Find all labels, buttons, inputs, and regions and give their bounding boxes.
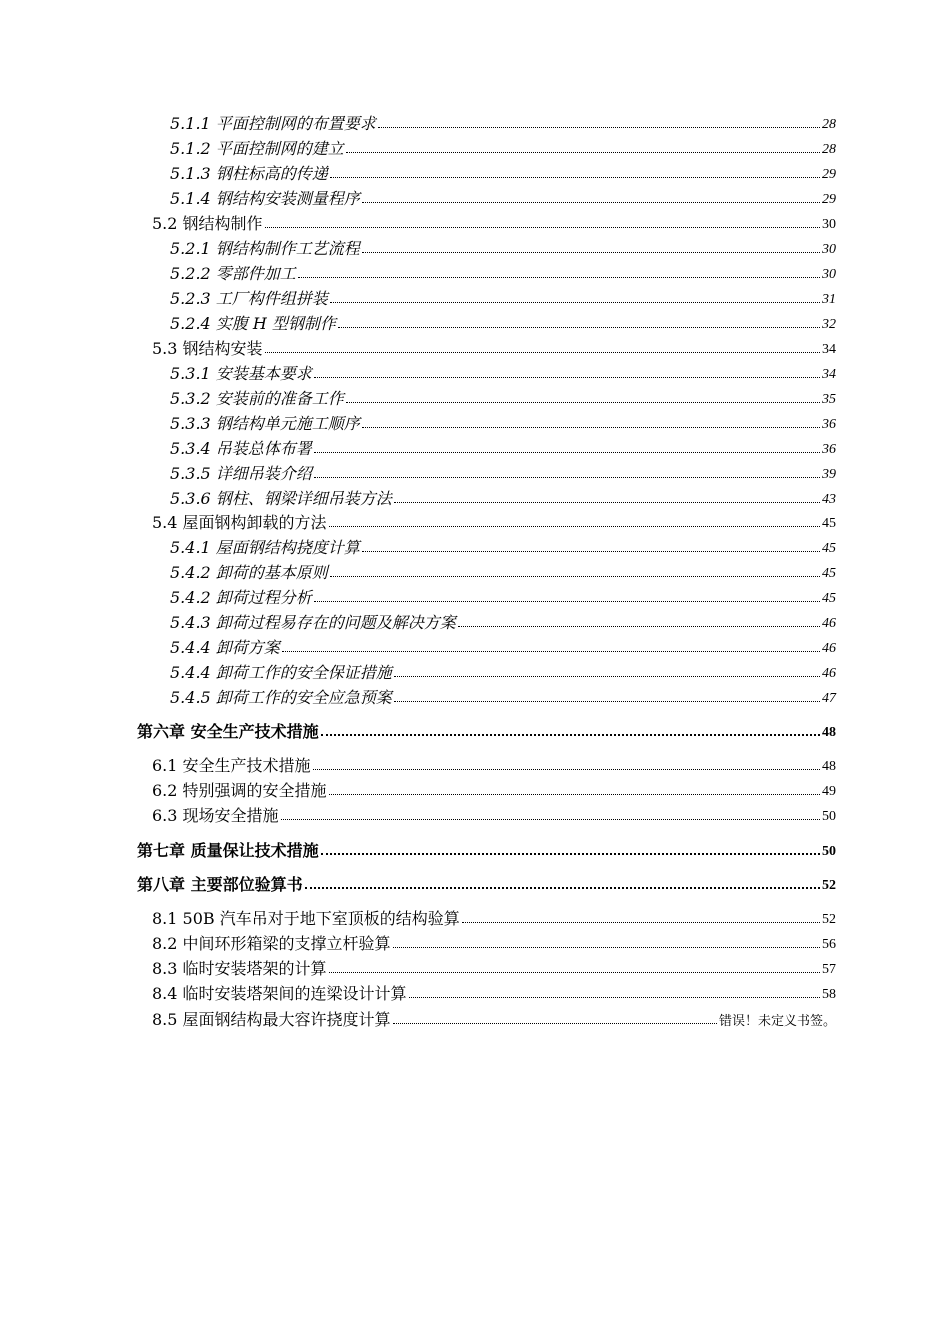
toc-entry-title: 8.5 屋面钢结构最大容许挠度计算 [152,1010,391,1029]
dot-leader [393,1023,717,1024]
toc-entry-page: 29 [822,192,836,207]
toc-entry-page: 39 [822,467,836,482]
toc-entry-page: 48 [822,725,836,740]
dot-leader [329,526,820,527]
toc-entry[interactable] [170,690,836,706]
toc-entry[interactable] [152,986,836,1002]
toc-entry-page: 34 [822,342,836,357]
toc-entry-page: 49 [822,784,836,799]
dot-leader [314,377,820,378]
dot-leader [314,601,820,602]
toc-entry-page: 35 [822,392,836,407]
dot-leader [362,202,820,203]
toc-entry-page: 46 [822,666,836,681]
dot-leader [313,769,820,770]
toc-entry-page: 30 [822,242,836,257]
toc-entry-page: 45 [822,541,836,556]
dot-leader [281,819,820,820]
toc-entry[interactable] [152,216,836,232]
toc-entry-page: 58 [822,987,836,1002]
toc-entry-page: 50 [822,844,836,859]
toc-entry-title: 5.4.4 卸荷方案 [170,638,280,657]
toc-entry-title: 8.2 中间环形箱梁的支撑立杆验算 [152,934,391,953]
toc-entry-page: 32 [822,317,836,332]
toc-entry-page: 50 [822,809,836,824]
dot-leader [346,152,820,153]
toc-entry-title: 8.4 临时安装塔架间的连梁设计计算 [152,984,407,1003]
toc-entry[interactable] [170,416,836,432]
toc-entry-title: 5.1.2 平面控制网的建立 [170,139,344,158]
toc-entry-title: 5.1.1 平面控制网的布置要求 [170,114,376,133]
toc-entry-title: 5.3 钢结构安装 [152,339,263,358]
toc-entry-title: 8.3 临时安装塔架的计算 [152,959,327,978]
toc-entry[interactable] [170,116,836,132]
toc-entry[interactable] [170,266,836,282]
toc-entry[interactable] [170,366,836,382]
dot-leader [298,277,820,278]
toc-entry[interactable] [152,808,836,824]
dot-leader [314,477,820,478]
dot-leader [314,452,820,453]
toc-entry-title: 5.4.2 卸荷过程分析 [170,588,312,607]
dot-leader [393,947,820,948]
toc-entry[interactable] [152,936,836,952]
toc-entry[interactable] [170,141,836,157]
toc-entry-page: 43 [822,492,836,507]
toc-entry-title: 5.4.4 卸荷工作的安全保证措施 [170,663,392,682]
toc-entry-title: 5.2.3 工厂构件组拼装 [170,289,328,308]
toc-entry-page: 52 [822,878,836,893]
toc-entry[interactable] [152,515,836,531]
toc-entry-title: 5.3.2 安装前的准备工作 [170,389,344,408]
toc-entry-title: 5.4.5 卸荷工作的安全应急预案 [170,688,392,707]
toc-entry-page: 28 [822,142,836,157]
toc-entry-page: 46 [822,641,836,656]
dot-leader [462,922,820,923]
dot-leader [265,227,820,228]
toc-entry[interactable] [152,758,836,774]
dot-leader [394,701,820,702]
toc-entry-page: 52 [822,912,836,927]
toc-entry[interactable] [170,640,836,656]
toc-entry-title: 5.2.1 钢结构制作工艺流程 [170,239,360,258]
dot-leader [282,651,820,652]
toc-entry[interactable] [152,341,836,357]
toc-entry[interactable] [170,441,836,457]
toc-entry-title: 第八章 主要部位验算书 [137,875,303,894]
toc-entry[interactable] [152,911,836,927]
toc-entry[interactable] [170,491,836,507]
toc-entry-title: 第七章 质量保让技术措施 [137,841,319,860]
toc-entry-page: 30 [822,267,836,282]
toc-entry[interactable] [152,961,836,977]
dot-leader [329,972,820,973]
toc-entry-page: 45 [822,591,836,606]
toc-entry-title: 6.1 安全生产技术措施 [152,756,311,775]
dot-leader [378,127,820,128]
toc-entry[interactable] [170,391,836,407]
dot-leader [394,502,820,503]
toc-entry[interactable] [170,665,836,681]
toc-entry-title: 5.4 屋面钢构卸载的方法 [152,513,327,532]
toc-entry-page: 47 [822,691,836,706]
toc-entry-title: 5.4.1 屋面钢结构挠度计算 [170,538,360,557]
dot-leader [409,997,820,998]
toc-entry-page: 31 [822,292,836,307]
toc-entry-page: 48 [822,759,836,774]
toc-entry-title: 6.2 特别强调的安全措施 [152,781,327,800]
toc-entry-title: 5.3.1 安装基本要求 [170,364,312,383]
toc-entry[interactable] [170,166,836,182]
dot-leader [330,302,820,303]
toc-entry-title: 5.2.2 零部件加工 [170,264,296,283]
toc-entry-page: 28 [822,117,836,132]
dot-leader [362,551,820,552]
toc-entry[interactable] [170,590,836,606]
toc-entry-page: 36 [822,442,836,457]
dot-leader [330,576,820,577]
toc-entry[interactable] [170,191,836,207]
toc-entry-page: 34 [822,367,836,382]
toc-entry-page: 30 [822,217,836,232]
dot-leader [394,676,820,677]
toc-entry-title: 5.1.4 钢结构安装测量程序 [170,189,360,208]
toc-entry[interactable] [152,1012,836,1028]
toc-entry-page: 45 [822,516,836,531]
toc-entry[interactable] [152,783,836,799]
dot-leader [321,734,820,736]
dot-leader [346,402,820,403]
dot-leader [362,252,820,253]
toc-entry-page: 36 [822,417,836,432]
toc-entry[interactable] [170,291,836,307]
toc-entry-page: 29 [822,167,836,182]
toc-entry[interactable] [170,466,836,482]
toc-entry[interactable] [170,565,836,581]
toc-chapter[interactable] [137,843,836,859]
toc-entry-page: 56 [822,937,836,952]
toc-entry-title: 5.3.4 吊装总体布署 [170,439,312,458]
toc-entry-title: 8.1 50B 汽车吊对于地下室顶板的结构验算 [152,909,460,928]
dot-leader [458,626,820,627]
toc-entry-title: 6.3 现场安全措施 [152,806,279,825]
dot-leader [338,327,820,328]
dot-leader [362,427,820,428]
toc-entry-title: 5.1.3 钢柱标高的传递 [170,164,328,183]
toc-entry-title: 5.3.6 钢柱、钢梁详细吊装方法 [170,489,392,508]
toc-entry[interactable] [170,615,836,631]
toc-chapter[interactable] [137,724,836,740]
toc-entry-title: 5.3.3 钢结构单元施工顺序 [170,414,360,433]
toc-entry[interactable] [170,316,836,332]
dot-leader [305,887,820,889]
toc-entry-page: 45 [822,566,836,581]
toc-entry-page: 57 [822,962,836,977]
toc-chapter[interactable] [137,877,836,893]
dot-leader [330,177,820,178]
toc-entry-page: 46 [822,616,836,631]
toc-entry-title: 5.4.3 卸荷过程易存在的问题及解决方案 [170,613,456,632]
toc-entry-page-error: 错误！未定义书签。 [718,1014,836,1029]
toc-entry-title: 5.2 钢结构制作 [152,214,263,233]
dot-leader [265,352,820,353]
toc-entry[interactable] [170,241,836,257]
dot-leader [329,794,820,795]
dot-leader [321,853,820,855]
toc-entry-title: 5.2.4 实腹 H 型钢制作 [170,314,336,333]
toc-entry-title: 第六章 安全生产技术措施 [137,722,319,741]
toc-entry-title: 5.3.5 详细吊装介绍 [170,464,312,483]
toc-entry[interactable] [170,540,836,556]
toc-entry-title: 5.4.2 卸荷的基本原则 [170,563,328,582]
